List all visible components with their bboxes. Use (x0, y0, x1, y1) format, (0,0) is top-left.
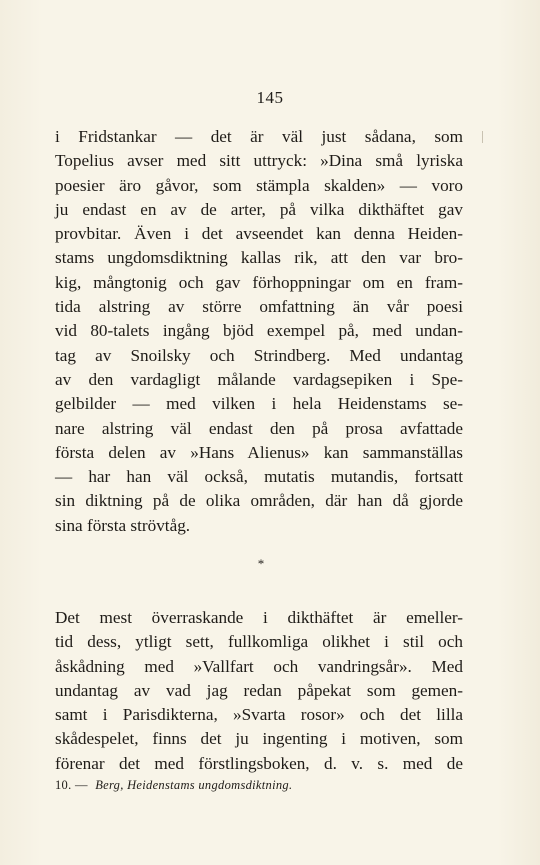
text-line: poesier äro gåvor, som stämpla skalden» — voro (55, 175, 463, 195)
signature-footer (55, 778, 292, 793)
text-line: vid 80-talets ingång bjöd exempel på, med undan- (55, 321, 463, 341)
text-line: förenar det med förstlingsboken, d. v. s. med de (55, 753, 463, 773)
section-separator: * (257, 556, 265, 571)
text-line: — har han väl också, mutatis mutandis, fortsatt (55, 467, 463, 487)
running-title: Berg, Heidenstams ungdomsdiktning. (95, 778, 293, 792)
text-line: skådespelet, finns det ju ingenting i motiven, som (55, 729, 463, 749)
text-line: av den vardagligt målande vardagsepiken i Spe- (55, 369, 463, 389)
text-line: Det mest överraskande i dikthäftet är emeller- (55, 608, 463, 627)
text-line: tag av Snoilsky och Strindberg. Med undantag (55, 345, 463, 365)
paragraph-1 (55, 125, 463, 538)
text-line: undantag av vad jag redan påpekat som gemen- (55, 680, 463, 700)
text-line: Topelius avser med sitt uttryck: »Dina små lyriska (55, 151, 463, 171)
text-line: provbitar. Även i det avseendet kan denna Heiden- (55, 224, 463, 244)
margin-mark (482, 131, 483, 143)
text-line: stams ungdomsdiktning kallas rik, att den var bro- (55, 248, 463, 268)
text-line: samt i Parisdikterna, »Svarta rosor» och det lilla (55, 705, 463, 725)
text-line: kig, mångtonig och gav förhoppningar om en fram- (55, 272, 463, 292)
text-line: sin diktning på de olika områden, där han då gjorde (55, 491, 463, 511)
signature-mark: 10. — (55, 778, 88, 792)
text-line: gelbilder — med vilken i hela Heidenstams se- (55, 394, 463, 414)
paragraph-2 (55, 606, 463, 776)
text-line: nare alstring väl endast den på prosa avfattade (55, 418, 463, 438)
page-number: 145 (256, 88, 284, 107)
text-line: åskådning med »Vallfart och vandringsår». Med (55, 656, 463, 676)
text-line: sina första strövtåg. (55, 515, 191, 535)
text-line: första delen av »Hans Alienus» kan sammanställas (55, 442, 463, 462)
text-line: tida alstring av större omfattning än vår poesi (55, 297, 463, 317)
text-line: i Fridstankar — det är väl just sådana, som (55, 127, 463, 146)
text-line: tid dess, ytligt sett, fullkomliga olikhet i stil och (55, 632, 463, 652)
text-line: ju endast en av de arter, på vilka dikthäftet gav (55, 199, 463, 219)
